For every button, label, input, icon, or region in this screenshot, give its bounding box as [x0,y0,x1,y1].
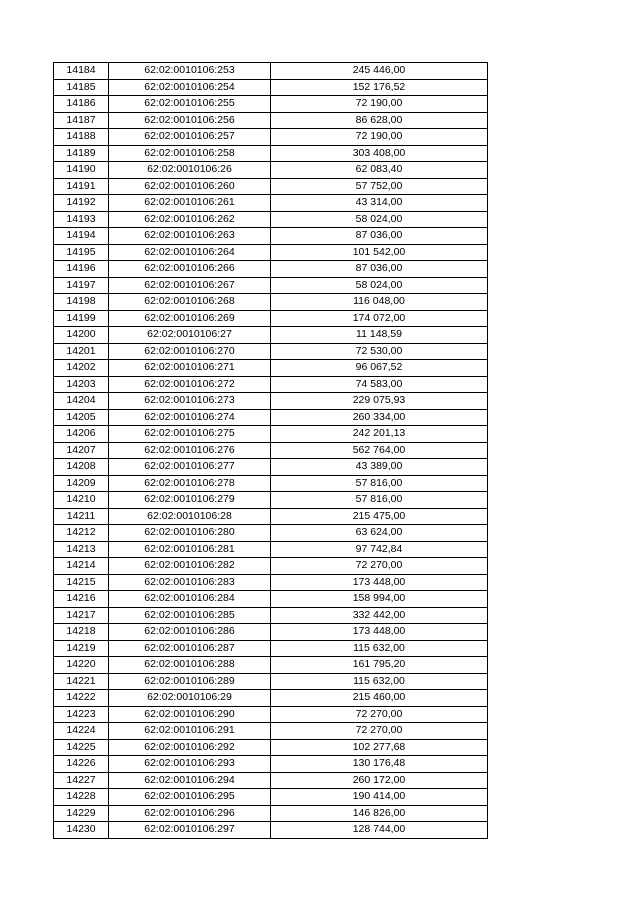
row-number-cell: 14192 [54,195,109,212]
cadastral-number-cell: 62:02:0010106:29 [109,690,271,707]
cadastral-value-cell: 58 024,00 [271,211,488,228]
cadastral-number-cell: 62:02:0010106:294 [109,772,271,789]
cadastral-value-cell: 72 270,00 [271,706,488,723]
cadastral-number-cell: 62:02:0010106:286 [109,624,271,641]
table-row [54,624,488,641]
cadastral-number-cell: 62:02:0010106:263 [109,228,271,245]
table-body [54,63,488,839]
row-number-cell: 14188 [54,129,109,146]
cadastral-value-cell: 190 414,00 [271,789,488,806]
cadastral-value-cell: 562 764,00 [271,442,488,459]
cadastral-number-cell: 62:02:0010106:285 [109,607,271,624]
cadastral-number-cell: 62:02:0010106:253 [109,63,271,80]
row-number-cell: 14190 [54,162,109,179]
row-number-cell: 14196 [54,261,109,278]
table-row [54,79,488,96]
cadastral-number-cell: 62:02:0010106:278 [109,475,271,492]
table-row [54,591,488,608]
cadastral-number-cell: 62:02:0010106:256 [109,112,271,129]
cadastral-value-cell: 62 083,40 [271,162,488,179]
cadastral-number-cell: 62:02:0010106:284 [109,591,271,608]
table-row [54,376,488,393]
cadastral-number-cell: 62:02:0010106:288 [109,657,271,674]
table-row [54,211,488,228]
row-number-cell: 14218 [54,624,109,641]
table-row [54,162,488,179]
table-row [54,310,488,327]
cadastral-number-cell: 62:02:0010106:283 [109,574,271,591]
table-row [54,360,488,377]
row-number-cell: 14216 [54,591,109,608]
cadastral-number-cell: 62:02:0010106:270 [109,343,271,360]
row-number-cell: 14195 [54,244,109,261]
cadastral-number-cell: 62:02:0010106:271 [109,360,271,377]
table-row [54,574,488,591]
cadastral-value-cell: 242 201,13 [271,426,488,443]
table-row [54,805,488,822]
cadastral-value-cell: 57 816,00 [271,492,488,509]
cadastral-number-cell: 62:02:0010106:27 [109,327,271,344]
row-number-cell: 14211 [54,508,109,525]
cadastral-value-cell: 128 744,00 [271,822,488,839]
table-row [54,822,488,839]
row-number-cell: 14209 [54,475,109,492]
table-row [54,607,488,624]
cadastral-value-cell: 74 583,00 [271,376,488,393]
row-number-cell: 14207 [54,442,109,459]
row-number-cell: 14223 [54,706,109,723]
cadastral-value-cell: 173 448,00 [271,574,488,591]
table-row [54,492,488,509]
cadastral-value-cell: 58 024,00 [271,277,488,294]
row-number-cell: 14206 [54,426,109,443]
table-row [54,739,488,756]
cadastral-value-cell: 96 067,52 [271,360,488,377]
cadastral-number-cell: 62:02:0010106:266 [109,261,271,278]
cadastral-number-cell: 62:02:0010106:264 [109,244,271,261]
cadastral-number-cell: 62:02:0010106:289 [109,673,271,690]
row-number-cell: 14194 [54,228,109,245]
table-row [54,673,488,690]
row-number-cell: 14189 [54,145,109,162]
cadastral-value-cell: 116 048,00 [271,294,488,311]
row-number-cell: 14220 [54,657,109,674]
row-number-cell: 14215 [54,574,109,591]
cadastral-number-cell: 62:02:0010106:280 [109,525,271,542]
row-number-cell: 14224 [54,723,109,740]
table-row [54,195,488,212]
row-number-cell: 14205 [54,409,109,426]
row-number-cell: 14197 [54,277,109,294]
table-row [54,706,488,723]
cadastral-number-cell: 62:02:0010106:296 [109,805,271,822]
row-number-cell: 14198 [54,294,109,311]
cadastral-number-cell: 62:02:0010106:28 [109,508,271,525]
cadastral-value-cell: 115 632,00 [271,673,488,690]
cadastral-value-cell: 215 460,00 [271,690,488,707]
row-number-cell: 14213 [54,541,109,558]
cadastral-number-cell: 62:02:0010106:291 [109,723,271,740]
table-row [54,327,488,344]
row-number-cell: 14204 [54,393,109,410]
table-row [54,409,488,426]
cadastral-number-cell: 62:02:0010106:282 [109,558,271,575]
cadastral-number-cell: 62:02:0010106:276 [109,442,271,459]
cadastral-value-cell: 161 795,20 [271,657,488,674]
cadastral-value-cell: 215 475,00 [271,508,488,525]
cadastral-value-cell: 174 072,00 [271,310,488,327]
row-number-cell: 14210 [54,492,109,509]
cadastral-number-cell: 62:02:0010106:260 [109,178,271,195]
cadastral-value-cell: 87 036,00 [271,228,488,245]
cadastral-value-cell: 87 036,00 [271,261,488,278]
table-row [54,261,488,278]
table-row [54,343,488,360]
table-row [54,129,488,146]
table-row [54,657,488,674]
cadastral-number-cell: 62:02:0010106:258 [109,145,271,162]
table-row [54,294,488,311]
cadastral-value-cell: 72 190,00 [271,96,488,113]
cadastral-number-cell: 62:02:0010106:273 [109,393,271,410]
row-number-cell: 14226 [54,756,109,773]
table-row [54,723,488,740]
row-number-cell: 14222 [54,690,109,707]
cadastral-number-cell: 62:02:0010106:268 [109,294,271,311]
table-row [54,475,488,492]
table-row [54,112,488,129]
cadastral-value-cell: 260 172,00 [271,772,488,789]
table-row [54,508,488,525]
row-number-cell: 14208 [54,459,109,476]
cadastral-value-cell: 57 816,00 [271,475,488,492]
table-row [54,277,488,294]
cadastral-number-cell: 62:02:0010106:274 [109,409,271,426]
row-number-cell: 14230 [54,822,109,839]
row-number-cell: 14187 [54,112,109,129]
row-number-cell: 14201 [54,343,109,360]
cadastral-value-cell: 229 075,93 [271,393,488,410]
cadastral-value-cell: 245 446,00 [271,63,488,80]
cadastral-number-cell: 62:02:0010106:267 [109,277,271,294]
cadastral-value-cell: 86 628,00 [271,112,488,129]
table-row [54,459,488,476]
row-number-cell: 14227 [54,772,109,789]
table-row [54,789,488,806]
cadastral-value-cell: 72 270,00 [271,558,488,575]
row-number-cell: 14229 [54,805,109,822]
cadastral-number-cell: 62:02:0010106:292 [109,739,271,756]
cadastral-value-cell: 146 826,00 [271,805,488,822]
cadastral-value-cell: 303 408,00 [271,145,488,162]
cadastral-value-cell: 72 270,00 [271,723,488,740]
row-number-cell: 14203 [54,376,109,393]
cadastral-value-cell: 173 448,00 [271,624,488,641]
cadastral-value-cell: 72 530,00 [271,343,488,360]
cadastral-number-cell: 62:02:0010106:262 [109,211,271,228]
table-row [54,525,488,542]
table-row [54,772,488,789]
cadastral-number-cell: 62:02:0010106:277 [109,459,271,476]
cadastral-value-cell: 57 752,00 [271,178,488,195]
cadastral-value-table [53,62,488,839]
cadastral-number-cell: 62:02:0010106:26 [109,162,271,179]
cadastral-number-cell: 62:02:0010106:272 [109,376,271,393]
table-row [54,690,488,707]
table-row [54,178,488,195]
row-number-cell: 14225 [54,739,109,756]
cadastral-value-cell: 72 190,00 [271,129,488,146]
table-row [54,541,488,558]
table-row [54,145,488,162]
table-row [54,96,488,113]
cadastral-value-cell: 63 624,00 [271,525,488,542]
row-number-cell: 14200 [54,327,109,344]
row-number-cell: 14214 [54,558,109,575]
cadastral-value-cell: 152 176,52 [271,79,488,96]
cadastral-number-cell: 62:02:0010106:261 [109,195,271,212]
table-row [54,442,488,459]
table-row [54,63,488,80]
row-number-cell: 14212 [54,525,109,542]
row-number-cell: 14217 [54,607,109,624]
cadastral-value-cell: 130 176,48 [271,756,488,773]
cadastral-value-cell: 11 148,59 [271,327,488,344]
cadastral-number-cell: 62:02:0010106:275 [109,426,271,443]
cadastral-number-cell: 62:02:0010106:293 [109,756,271,773]
cadastral-number-cell: 62:02:0010106:297 [109,822,271,839]
row-number-cell: 14185 [54,79,109,96]
row-number-cell: 14228 [54,789,109,806]
table-row [54,756,488,773]
cadastral-number-cell: 62:02:0010106:269 [109,310,271,327]
cadastral-number-cell: 62:02:0010106:257 [109,129,271,146]
cadastral-value-cell: 102 277,68 [271,739,488,756]
row-number-cell: 14221 [54,673,109,690]
cadastral-number-cell: 62:02:0010106:290 [109,706,271,723]
row-number-cell: 14191 [54,178,109,195]
row-number-cell: 14219 [54,640,109,657]
table-row [54,640,488,657]
row-number-cell: 14202 [54,360,109,377]
cadastral-value-cell: 158 994,00 [271,591,488,608]
cadastral-number-cell: 62:02:0010106:255 [109,96,271,113]
table-row [54,228,488,245]
cadastral-value-cell: 101 542,00 [271,244,488,261]
row-number-cell: 14193 [54,211,109,228]
row-number-cell: 14184 [54,63,109,80]
cadastral-value-cell: 260 334,00 [271,409,488,426]
table-row [54,393,488,410]
cadastral-number-cell: 62:02:0010106:281 [109,541,271,558]
table-row [54,426,488,443]
row-number-cell: 14199 [54,310,109,327]
cadastral-value-cell: 97 742,84 [271,541,488,558]
cadastral-number-cell: 62:02:0010106:287 [109,640,271,657]
cadastral-number-cell: 62:02:0010106:254 [109,79,271,96]
cadastral-value-cell: 115 632,00 [271,640,488,657]
row-number-cell: 14186 [54,96,109,113]
cadastral-value-cell: 332 442,00 [271,607,488,624]
table-row [54,244,488,261]
cadastral-number-cell: 62:02:0010106:279 [109,492,271,509]
table-row [54,558,488,575]
cadastral-value-cell: 43 314,00 [271,195,488,212]
cadastral-value-cell: 43 389,00 [271,459,488,476]
cadastral-number-cell: 62:02:0010106:295 [109,789,271,806]
